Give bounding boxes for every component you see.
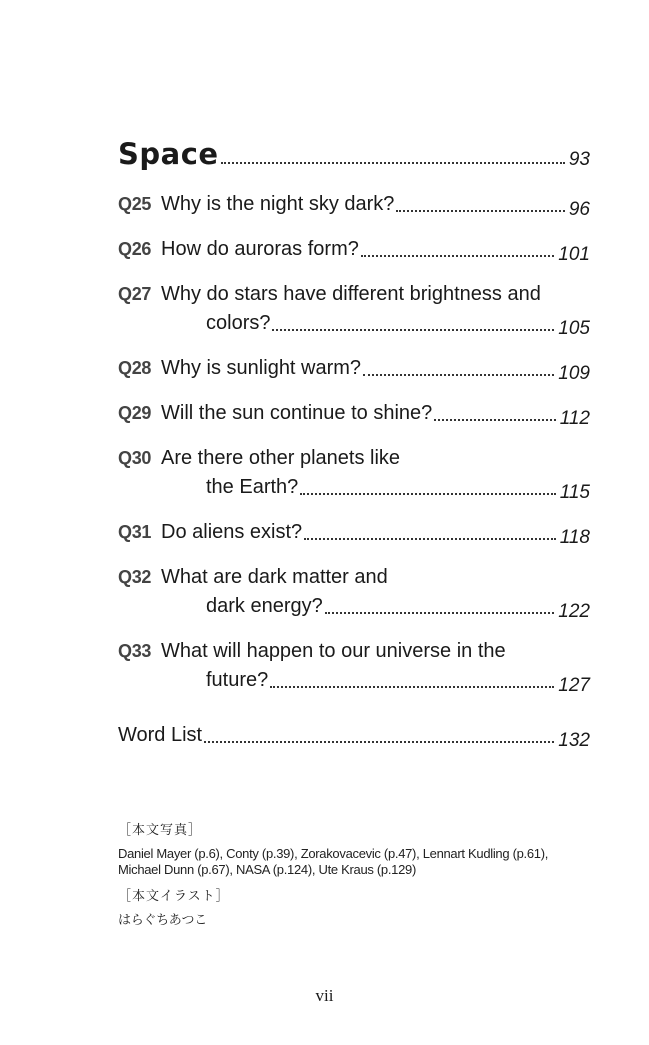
leader-dots	[221, 162, 565, 164]
credits-block	[118, 822, 588, 938]
section-title: Space	[118, 137, 219, 171]
leader-dots	[325, 612, 555, 614]
page-number: 96	[568, 199, 590, 220]
toc-entry-q33[interactable]	[118, 637, 590, 695]
question-number: Q26	[118, 239, 152, 259]
page-number: 115	[559, 482, 590, 503]
question-number: Q29	[118, 403, 152, 423]
word-list-label: Word List	[118, 724, 203, 746]
leader-dots	[396, 210, 564, 212]
question-title: Why is the night sky dark?	[161, 193, 395, 215]
page-number: 109	[558, 363, 590, 384]
leader-dots	[363, 374, 554, 376]
page-number: 118	[559, 527, 590, 548]
leader-dots	[304, 538, 556, 540]
question-title: How do auroras form?	[161, 238, 359, 260]
page-folio: vii	[315, 986, 334, 1005]
question-title: What will happen to our universe in the	[161, 640, 506, 662]
question-number: Q30	[118, 448, 152, 468]
question-number: Q31	[118, 522, 152, 542]
photo-credits-label: ［本文写真］	[118, 822, 203, 837]
page-number: 127	[558, 675, 590, 696]
section-page-number: 93	[568, 149, 590, 170]
question-title-continued: the Earth?	[206, 476, 299, 498]
page-number: 105	[558, 318, 590, 339]
question-number: Q28	[118, 358, 152, 378]
question-number: Q27	[118, 284, 152, 304]
page-number: 101	[558, 244, 590, 265]
question-number: Q25	[118, 194, 152, 214]
toc-entry-q26[interactable]	[118, 235, 590, 264]
leader-dots	[272, 329, 554, 331]
section-heading[interactable]	[118, 137, 590, 171]
toc-entries	[118, 190, 590, 711]
leader-dots	[361, 255, 554, 257]
question-number: Q32	[118, 567, 152, 587]
leader-dots	[300, 493, 555, 495]
photo-credits-text: Daniel Mayer (p.6), Conty (p.39), Zorakovacevic (p.47), Lennart Kudling (p.61), Michael Dunn (p.67), NASA (p.124), Ute Kraus (p.129)	[118, 846, 549, 877]
toc-entry-q30[interactable]	[118, 444, 590, 502]
leader-dots	[204, 741, 554, 743]
toc-entry-q28[interactable]	[118, 354, 590, 383]
toc-entry-q27[interactable]	[118, 280, 590, 338]
page-number: 122	[558, 601, 590, 622]
leader-dots	[270, 686, 554, 688]
toc-entry-q31[interactable]	[118, 518, 590, 547]
question-title: Why do stars have different brightness and	[161, 283, 541, 305]
question-title-continued: dark energy?	[206, 595, 323, 617]
question-title: Are there other planets like	[161, 447, 401, 469]
question-title: Do aliens exist?	[161, 521, 303, 543]
toc-entry-q29[interactable]	[118, 399, 590, 428]
illustration-credits-text: はらぐちあつこ	[118, 912, 207, 927]
question-title-continued: colors?	[206, 312, 271, 334]
question-number: Q33	[118, 641, 152, 661]
question-title: What are dark matter and	[161, 566, 388, 588]
toc-entry-q25[interactable]	[118, 190, 590, 219]
question-title: Will the sun continue to shine?	[161, 402, 433, 424]
question-title: Why is sunlight warm?	[161, 357, 362, 379]
question-title-continued: future?	[206, 669, 269, 691]
page-number: 112	[559, 408, 590, 429]
page-number: 132	[558, 730, 590, 751]
leader-dots	[434, 419, 555, 421]
toc-entry-word-list[interactable]	[118, 721, 590, 750]
toc-entry-q32[interactable]	[118, 563, 590, 621]
illustration-credits-label: ［本文イラスト］	[118, 888, 230, 903]
